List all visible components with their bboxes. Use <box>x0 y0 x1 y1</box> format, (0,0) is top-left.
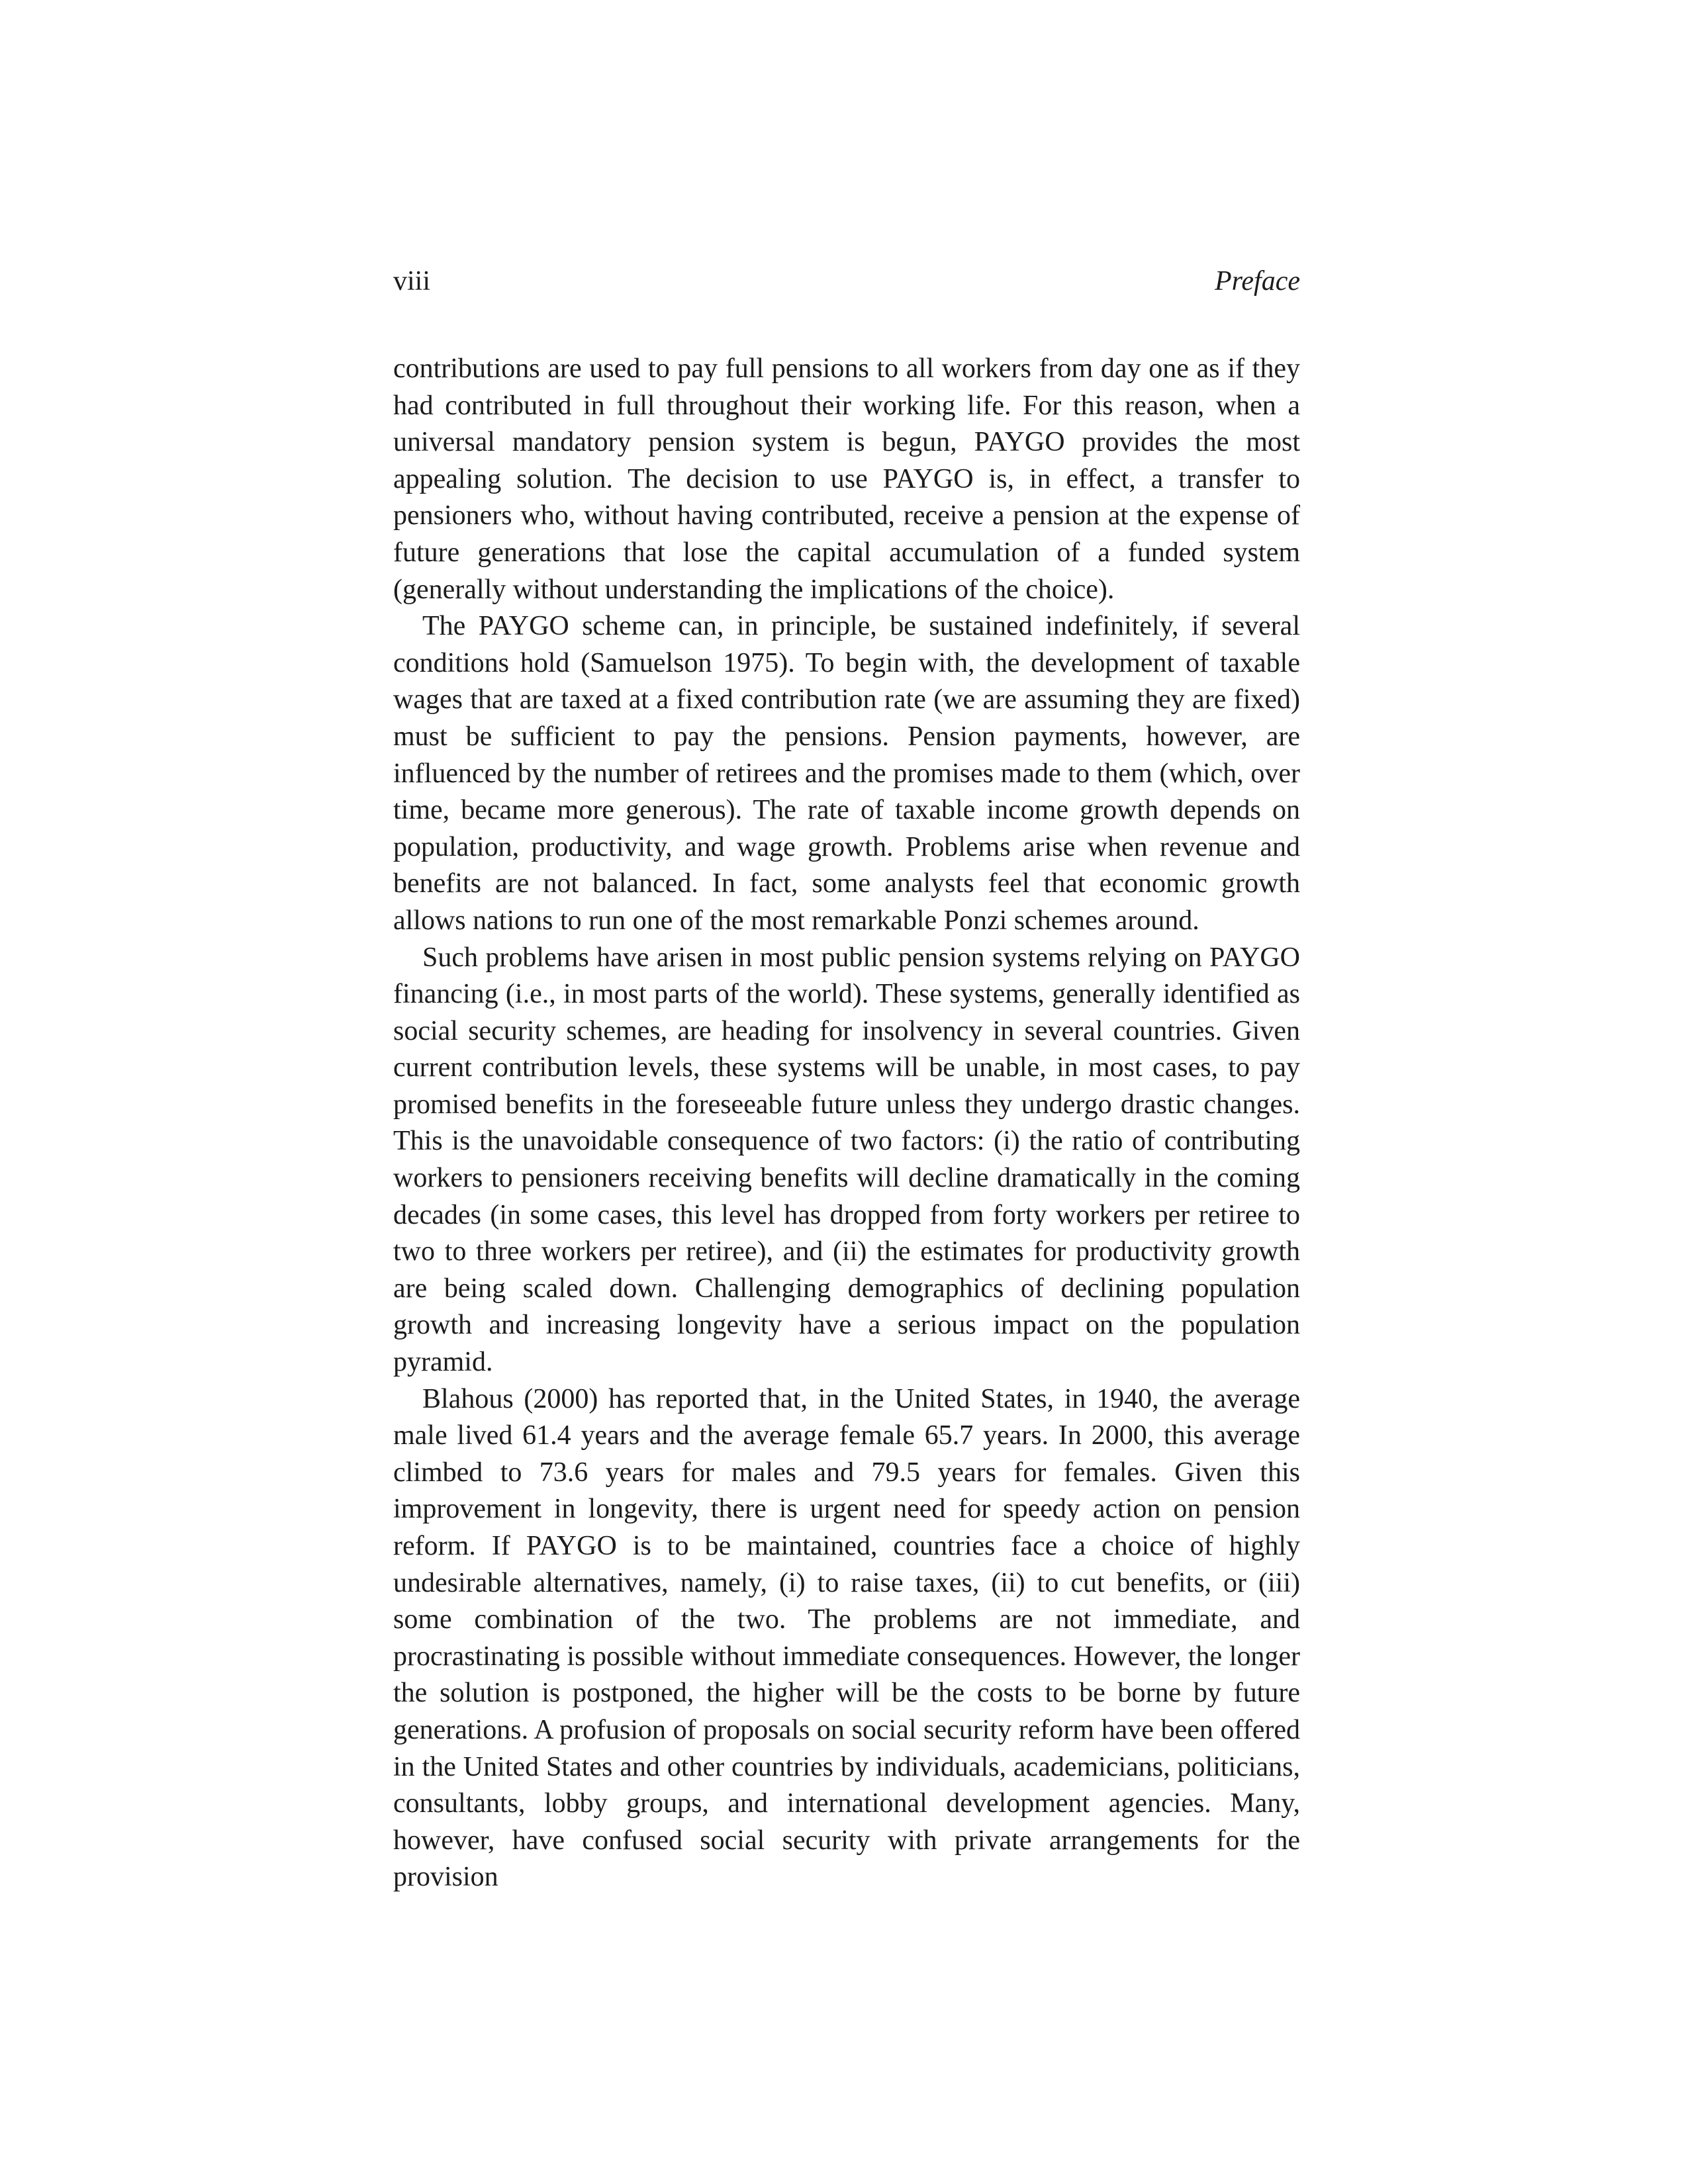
paragraph-longevity: Blahous (2000) has reported that, in the United States, in 1940, the average male lived 61.4 years and the average female 65.7 years. In 2000, this average climbed to 73.6 years for males and 79.5 years for females. Given this improvement in longevity, there is urgent need for speedy action on pension reform. If PAYGO is to be maintained, countries face a choice of highly undesirable alternatives, namely, (i) to raise taxes, (ii) to cut benefits, or (iii) some combination of the two. The problems are not immediate, and procrastinating is possible without immediate consequences. However, the longer the solution is postponed, the higher will be the costs to be borne by future generations. A profusion of proposals on social security reform have been offered in the United States and other countries by individuals, academicians, politicians, consultants, lobby groups, and international development agencies. Many, however, have confused social security with private arrangements for the provision <box>393 1383 1300 1893</box>
paragraph-paygo-conditions: The PAYGO scheme can, in principle, be sustained indefinitely, if several conditions hold (Samuelson 1975). To begin with, the development of taxable wages that are taxed at a fixed contribution rate (we are assuming they are fixed) must be sufficient to pay the pensions. Pension payments, however, are influenced by the number of retirees and the promises made to them (which, over time, became more generous). The rate of taxable income growth depends on population, productivity, and wage growth. Problems arise when revenue and benefits are not balanced. In fact, some analysts feel that economic growth allows nations to run one of the most remarkable Ponzi schemes around. <box>393 611 1300 936</box>
paragraph-continued: contributions are used to pay full pensions to all workers from day one as if they had contributed in full throughout their working life. For this reason, when a universal mandatory pension system is begun, PAYGO provides the most appealing solution. The decision to use PAYGO is, in effect, a transfer to pensioners who, without having contributed, receive a pension at the expense of future generations that lose the capital accumulation of a funded system (generally without understanding the implications of the choice). <box>393 353 1300 605</box>
running-title: Preface <box>1214 266 1300 296</box>
body-text <box>393 351 1300 1896</box>
paragraph-insolvency: Such problems have arisen in most public pension systems relying on PAYGO financing (i.e., in most parts of the world). These systems, generally identified as social security schemes, are heading for insolvency in several countries. Given current contribution levels, these systems will be unable, in most cases, to pay promised benefits in the foreseeable future unless they undergo drastic changes. This is the unavoidable consequence of two factors: (i) the ratio of contributing workers to pensioners receiving benefits will decline dramatically in the coming decades (in some cases, this level has dropped from forty workers per retiree to two to three workers per retiree), and (ii) the estimates for productivity growth are being scaled down. Challenging demographics of declining population growth and increasing longevity have a serious impact on the population pyramid. <box>393 942 1300 1378</box>
page-number: viii <box>393 266 431 296</box>
running-head <box>393 261 1300 301</box>
